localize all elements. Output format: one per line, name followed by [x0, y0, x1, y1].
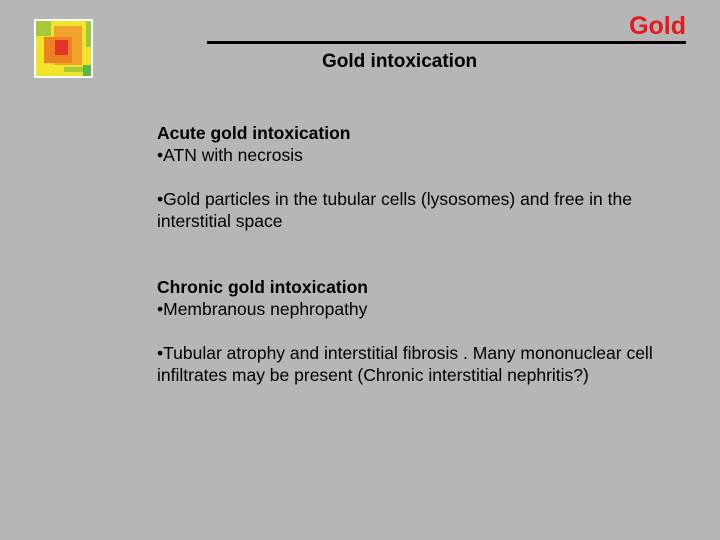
bullet-atn-necrosis: •ATN with necrosis [157, 145, 303, 165]
mosaic-logo-icon [34, 19, 93, 78]
header-rule [207, 41, 686, 44]
content-area [157, 122, 682, 386]
logo-tile [64, 67, 83, 72]
section-heading-chronic: Chronic gold intoxication [157, 277, 368, 297]
bullet-membranous-nephropathy: •Membranous nephropathy [157, 299, 368, 319]
logo-tile [83, 65, 91, 76]
bullet-tubular-atrophy: •Tubular atrophy and interstitial fibrosis . Many mononuclear cell infiltrates may be present (Chronic interstitial nephritis?) [157, 343, 653, 385]
section-heading-acute: Acute gold intoxication [157, 123, 351, 143]
brand-title: Gold [629, 12, 686, 40]
slide-title: Gold intoxication [322, 51, 478, 72]
bullet-gold-particles: •Gold particles in the tubular cells (lysosomes) and free in the interstitial space [157, 189, 632, 231]
logo-tile [86, 21, 91, 47]
logo-tile [55, 40, 68, 55]
logo-tile [36, 21, 51, 36]
